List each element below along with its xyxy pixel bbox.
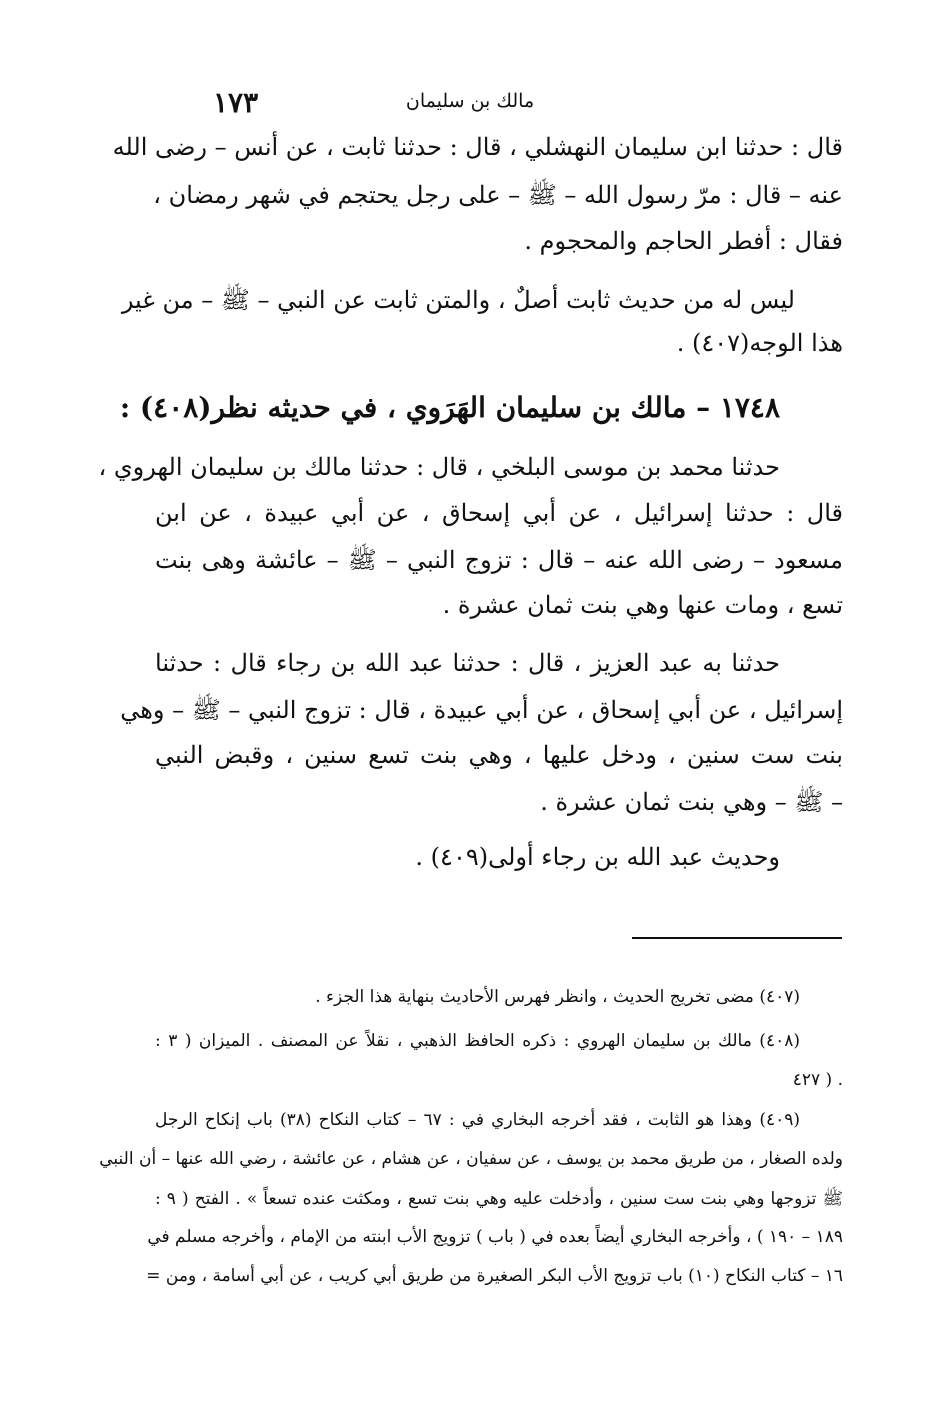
paragraph-line: وحديث عبد الله بن رجاء أولى(٤٠٩) . [415, 843, 780, 871]
paragraph-line: مسعود – رضى الله عنه – قال : تزوج النبي – ﷺ – عائشة وهى بنت [155, 546, 843, 574]
running-header-title: مالك بن سليمان [405, 90, 535, 112]
paragraph-line: إسرائيل ، عن أبي إسحاق ، عن أبي عبيدة ، قال : تزوج النبي – ﷺ – وهي [120, 696, 843, 724]
paragraph-line: قال : حدثنا ابن سليمان النهشلي ، قال : حدثنا ثابت ، عن أنس – رضى الله [112, 133, 843, 161]
footnote-line: ولده الصغار ، من طريق محمد بن يوسف ، عن سفيان ، عن هشام ، عن عائشة ، رضي الله عنها – أن النبي [99, 1149, 843, 1169]
footnote-separator [632, 937, 842, 939]
footnote-line: (٤٠٧) مضى تخريج الحديث ، وانظر فهرس الأحاديث بنهاية هذا الجزء . [315, 987, 800, 1007]
footnote-line: ١٨٩ – ١٩٠ ) ، وأخرجه البخاري أيضاً بعده في ( باب ) تزويج الأب ابنته من الإمام ، وأخرجه مسلم في [147, 1227, 843, 1247]
footnote-line: ١٦ – كتاب النكاح (١٠) باب تزويج الأب البكر الصغيرة من طريق أبي كريب ، عن أبي أسامة ، ومن = [146, 1266, 843, 1286]
entry-heading: ١٧٤٨ – مالك بن سليمان الهَرَوي ، في حديثه نظر(٤٠٨) : [119, 391, 780, 424]
paragraph-line: – ﷺ – وهي بنت ثمان عشرة . [540, 788, 843, 816]
footnote-line: ٤٢٧ ) . [792, 1070, 843, 1090]
paragraph-line: ليس له من حديث ثابت أصلٌ ، والمتن ثابت عن النبي – ﷺ – من غير [121, 286, 795, 314]
page-number: ١٧٣ [213, 86, 259, 119]
paragraph-line: حدثنا محمد بن موسى البلخي ، قال : حدثنا مالك بن سليمان الهروي ، [98, 453, 780, 481]
paragraph-line: فقال : أفطر الحاجم والمحجوم . [524, 227, 843, 255]
paragraph-line: هذا الوجه(٤٠٧) . [676, 329, 843, 357]
paragraph-line: قال : حدثنا إسرائيل ، عن أبي إسحاق ، عن أبي عبيدة ، عن ابن [155, 499, 843, 527]
paragraph-line: عنه – قال : مرّ رسول الله – ﷺ – على رجل يحتجم في شهر رمضان ، [153, 181, 843, 209]
paragraph-line: بنت ست سنين ، ودخل عليها ، وهي بنت تسع سنين ، وقبض النبي [155, 741, 843, 769]
footnote-line: (٤٠٩) وهذا هو الثابت ، فقد أخرجه البخاري في : ٦٧ – كتاب النكاح (٣٨) باب إنكاح الرجل [155, 1110, 800, 1130]
footnote-line: ﷺ تزوجها وهي بنت ست سنين ، وأدخلت عليه وهي بنت تسع ، ومكثت عنده تسعاً » . الفتح ( ٩ : [155, 1189, 843, 1209]
paragraph-line: حدثنا به عبد العزيز ، قال : حدثنا عبد الله بن رجاء قال : حدثنا [155, 649, 780, 677]
footnote-line: (٤٠٨) مالك بن سليمان الهروي : ذكره الحافظ الذهبي ، نقلاً عن المصنف . الميزان ( ٣ : [155, 1031, 800, 1051]
paragraph-line: تسع ، ومات عنها وهي بنت ثمان عشرة . [442, 591, 843, 619]
